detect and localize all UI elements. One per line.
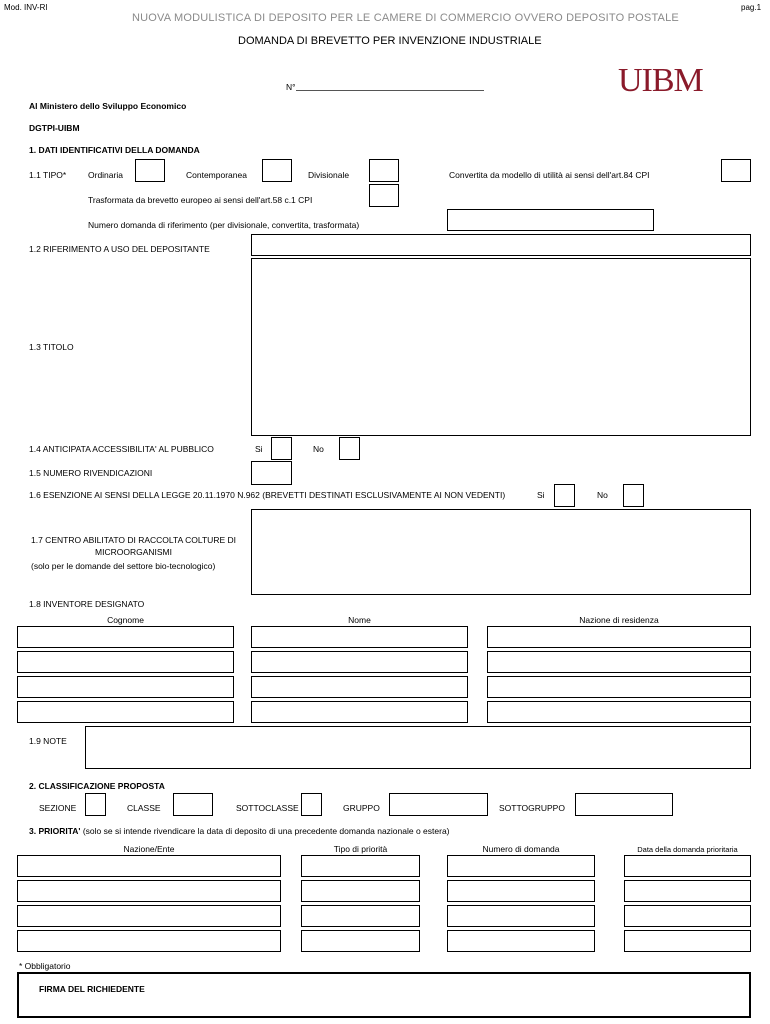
note-field[interactable]: [85, 726, 751, 769]
priorita-numero-field[interactable]: [447, 855, 595, 877]
rivendicazioni-field[interactable]: [251, 461, 292, 485]
centro-label-line3: (solo per le domande del settore bio-tecnologico): [31, 561, 216, 571]
classe-field[interactable]: [173, 793, 213, 816]
ordinaria-label: Ordinaria: [88, 170, 123, 180]
inventore-nome-field[interactable]: [251, 626, 468, 648]
contemporanea-label: Contemporanea: [186, 170, 247, 180]
esenzione-label: 1.6 ESENZIONE AI SENSI DELLA LEGGE 20.11.1970 N.962 (BREVETTI DESTINATI ESCLUSIVAMENTE AI NON VEDENTI): [29, 490, 506, 500]
firma-field[interactable]: [17, 972, 751, 1018]
inventore-cognome-field[interactable]: [17, 676, 234, 698]
inventore-nazione-field[interactable]: [487, 626, 751, 648]
inventore-label: 1.8 INVENTORE DESIGNATO: [29, 599, 145, 609]
gruppo-field[interactable]: [389, 793, 488, 816]
anticipata-si-label: Si: [255, 444, 263, 454]
number-label: N°: [286, 82, 296, 92]
section3-title: 3. PRIORITA': [29, 826, 81, 836]
inventore-cognome-field[interactable]: [17, 626, 234, 648]
sezione-label: SEZIONE: [39, 803, 77, 813]
priorita-nazione-field[interactable]: [17, 880, 281, 902]
sottogruppo-label: SOTTOGRUPPO: [499, 803, 565, 813]
priorita-data-field[interactable]: [624, 880, 751, 902]
inventore-nazione-field[interactable]: [487, 701, 751, 723]
inventore-nome-field[interactable]: [251, 651, 468, 673]
tipo-label: 1.1 TIPO*: [29, 170, 67, 180]
contemporanea-checkbox[interactable]: [262, 159, 292, 182]
priorita-tipo-field[interactable]: [301, 880, 420, 902]
centro-label-line2: MICROORGANISMI: [95, 547, 172, 557]
rivendicazioni-label: 1.5 NUMERO RIVENDICAZIONI: [29, 468, 153, 478]
ministry-label: Al Ministero dello Sviluppo Economico: [29, 101, 187, 111]
priorita-tipo-field[interactable]: [301, 855, 420, 877]
priorita-tipo-field[interactable]: [301, 905, 420, 927]
centro-field[interactable]: [251, 509, 751, 595]
numero-rif-label: Numero domanda di riferimento (per divisionale, convertita, trasformata): [88, 220, 360, 230]
priorita-data-field[interactable]: [624, 855, 751, 877]
inventore-nome-field[interactable]: [251, 676, 468, 698]
col-priorita-nazione: Nazione/Ente: [123, 844, 175, 854]
anticipata-no-checkbox[interactable]: [339, 437, 360, 460]
note-label: 1.9 NOTE: [29, 736, 67, 746]
ordinaria-checkbox[interactable]: [135, 159, 165, 182]
classe-label: CLASSE: [127, 803, 161, 813]
sottoclasse-field[interactable]: [301, 793, 322, 816]
gruppo-label: GRUPPO: [343, 803, 380, 813]
esenzione-no-checkbox[interactable]: [623, 484, 644, 507]
priorita-nazione-field[interactable]: [17, 905, 281, 927]
trasformata-label: Trasformata da brevetto europeo ai sensi dell'art.58 c.1 CPI: [88, 195, 313, 205]
inventore-nazione-field[interactable]: [487, 676, 751, 698]
titolo-label: 1.3 TITOLO: [29, 342, 74, 352]
priorita-nazione-field[interactable]: [17, 930, 281, 952]
uibm-logo: UIBM: [618, 62, 703, 99]
anticipata-no-label: No: [313, 444, 324, 454]
inventore-cognome-field[interactable]: [17, 651, 234, 673]
col-priorita-tipo: Tipo di priorità: [333, 844, 388, 854]
titolo-field[interactable]: [251, 258, 751, 436]
office-label: DGTPI-UIBM: [29, 123, 80, 133]
esenzione-si-label: Si: [537, 490, 545, 500]
col-priorita-numero: Numero di domanda: [482, 844, 560, 854]
section3-title-note: (solo se si intende rivendicare la data di deposito di una precedente domanda nazionale o estera): [82, 826, 450, 836]
anticipata-label: 1.4 ANTICIPATA ACCESSIBILITA' AL PUBBLICO: [29, 444, 214, 454]
numero-rif-field[interactable]: [447, 209, 654, 231]
firma-label: FIRMA DEL RICHIEDENTE: [39, 984, 145, 994]
sottogruppo-field[interactable]: [575, 793, 673, 816]
anticipata-si-checkbox[interactable]: [271, 437, 292, 460]
priorita-data-field[interactable]: [624, 930, 751, 952]
divisionale-checkbox[interactable]: [369, 159, 399, 182]
form-title: DOMANDA DI BREVETTO PER INVENZIONE INDUSTRIALE: [238, 35, 542, 47]
priorita-numero-field[interactable]: [447, 880, 595, 902]
convertita-checkbox[interactable]: [721, 159, 751, 182]
section1-title: 1. DATI IDENTIFICATIVI DELLA DOMANDA: [29, 145, 200, 155]
obbligatorio-note: * Obbligatorio: [19, 961, 71, 971]
divisionale-label: Divisionale: [308, 170, 350, 180]
priorita-numero-field[interactable]: [447, 930, 595, 952]
col-nome: Nome: [348, 615, 371, 625]
form-code: Mod. INV-RI: [4, 3, 48, 12]
col-cognome: Cognome: [107, 615, 144, 625]
inventore-nazione-field[interactable]: [487, 651, 751, 673]
col-priorita-data: Data della domanda prioritaria: [637, 845, 738, 854]
priorita-data-field[interactable]: [624, 905, 751, 927]
centro-label-line1: 1.7 CENTRO ABILITATO DI RACCOLTA COLTURE DI: [31, 535, 236, 545]
section2-title: 2. CLASSIFICAZIONE PROPOSTA: [29, 781, 165, 791]
section3-title-row: [29, 827, 450, 836]
priorita-nazione-field[interactable]: [17, 855, 281, 877]
col-nazione-residenza: Nazione di residenza: [579, 615, 659, 625]
priorita-numero-field[interactable]: [447, 905, 595, 927]
priorita-tipo-field[interactable]: [301, 930, 420, 952]
form-subtitle: NUOVA MODULISTICA DI DEPOSITO PER LE CAMERE DI COMMERCIO OVVERO DEPOSITO POSTALE: [132, 12, 679, 24]
inventore-cognome-field[interactable]: [17, 701, 234, 723]
number-field[interactable]: [296, 90, 484, 91]
riferimento-label: 1.2 RIFERIMENTO A USO DEL DEPOSITANTE: [29, 244, 210, 254]
esenzione-si-checkbox[interactable]: [554, 484, 575, 507]
sottoclasse-label: SOTTOCLASSE: [236, 803, 299, 813]
convertita-label: Convertita da modello di utilità ai sensi dell'art.84 CPI: [449, 170, 650, 180]
page-number: pag.1: [741, 3, 762, 12]
esenzione-no-label: No: [597, 490, 608, 500]
riferimento-field[interactable]: [251, 234, 751, 256]
inventore-nome-field[interactable]: [251, 701, 468, 723]
sezione-field[interactable]: [85, 793, 106, 816]
trasformata-checkbox[interactable]: [369, 184, 399, 207]
